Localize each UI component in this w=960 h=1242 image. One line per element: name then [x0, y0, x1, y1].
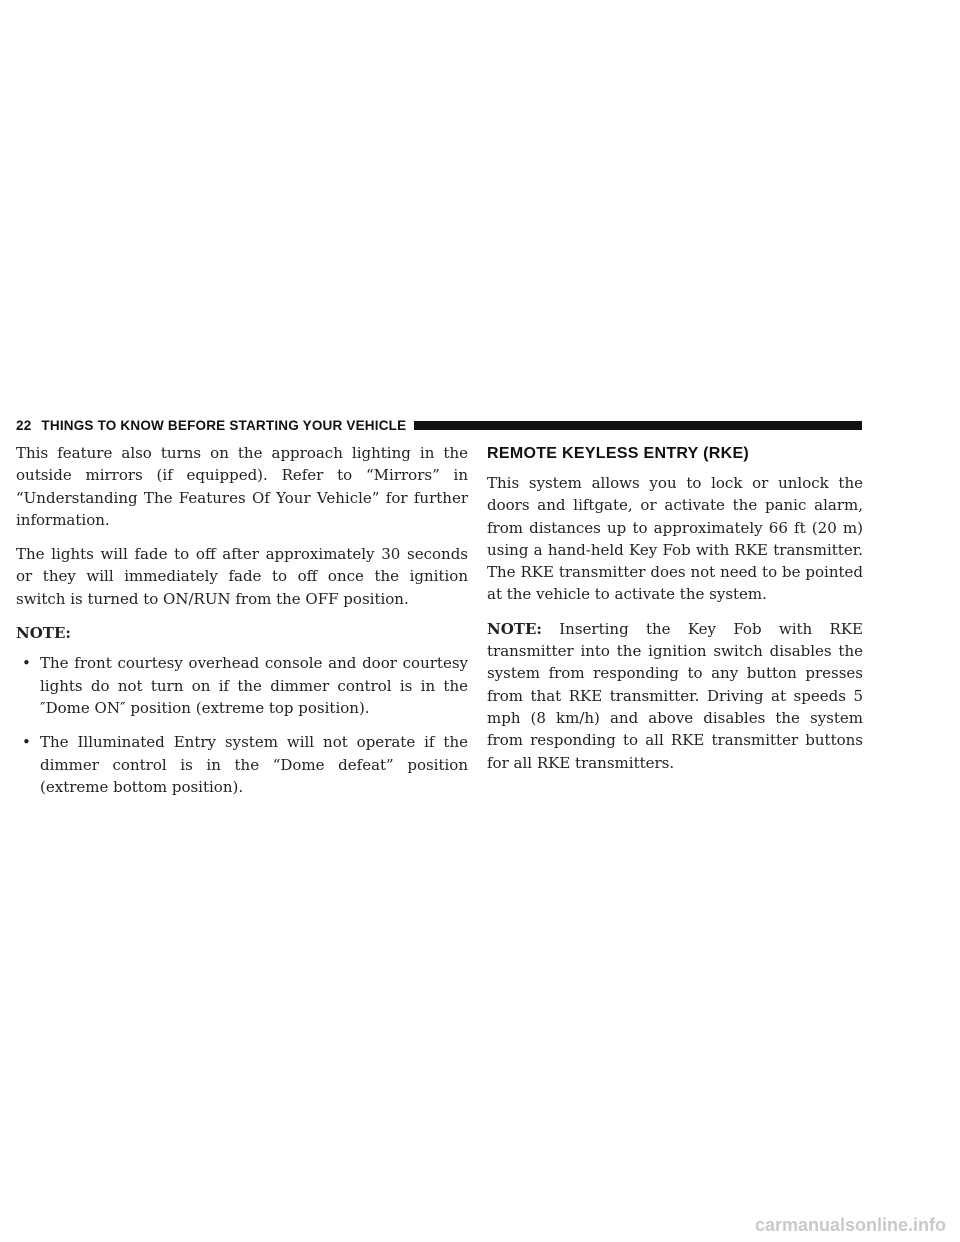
note-label: NOTE:	[487, 619, 542, 638]
section-title: THINGS TO KNOW BEFORE STARTING YOUR VEHICLE	[41, 417, 407, 433]
note-label: NOTE:	[16, 624, 71, 643]
left-column	[16, 442, 468, 810]
bullet-icon: •	[22, 733, 31, 752]
bullet-icon: •	[22, 654, 31, 673]
right-column	[487, 442, 863, 786]
rke-note-paragraph	[487, 618, 863, 774]
page-header	[16, 416, 862, 434]
approach-lighting-paragraph: This feature also turns on the approach lighting in the outside mirrors (if equipped). Refer to “Mirrors” in “Understanding The Features Of Your Vehicle” for further information.	[16, 444, 468, 529]
note-bullet-list	[16, 652, 468, 798]
fade-off-paragraph: The lights will fade to off after approximately 30 seconds or they will immediately fade to off once the ignition switch is turned to ON/RUN from the OFF position.	[16, 545, 468, 608]
page-number: 22	[16, 417, 32, 433]
list-item: • The front courtesy overhead console and door courtesy lights do not turn on if the dimmer control is in the ″Dome ON″ position (extreme top position).	[22, 654, 468, 717]
list-item: • The Illuminated Entry system will not operate if the dimmer control is in the “Dome defeat” position (extreme bottom position).	[22, 733, 468, 796]
header-rule	[414, 421, 862, 430]
rke-description-paragraph: This system allows you to lock or unlock the doors and liftgate, or activate the panic alarm, from distances up to approximately 66 ft (20 m) using a hand-held Key Fob with RKE transmitter. The RKE transmitter does not need to be pointed at the vehicle to activate the system.	[487, 474, 863, 604]
rke-note-text: Inserting the Key Fob with RKE transmitter into the ignition switch disables the system from responding to any button presses from that RKE transmitter. Driving at speeds 5 mph (8 km/h) and above disables the system from responding to all RKE transmitter buttons for all RKE transmitters.	[487, 619, 863, 772]
site-watermark: carmanualsonline.info	[754, 1215, 946, 1235]
rke-heading: REMOTE KEYLESS ENTRY (RKE)	[487, 445, 750, 462]
